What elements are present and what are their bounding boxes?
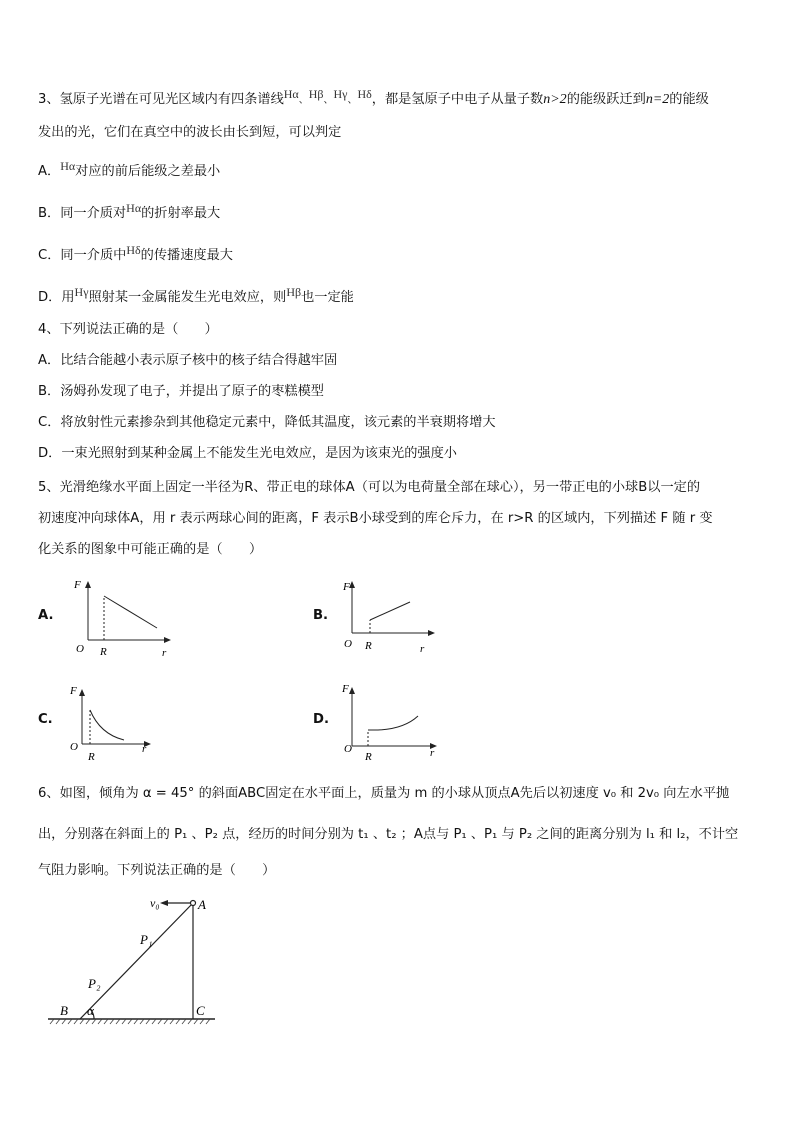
q5-graph-c-curve	[90, 710, 124, 740]
q3-stem-text-c: 的能级跃迁到	[566, 92, 646, 107]
q3-option-a-symbol: Hα	[60, 159, 76, 173]
q3-stem-line-2: 发出的光，它们在真空中的波长由长到短，可以判定	[38, 125, 342, 140]
q5-graph-b	[338, 576, 448, 660]
q5-option-d-label: D.	[313, 712, 329, 727]
r-mark-label: R	[100, 646, 107, 658]
q3-option-a-text: 对应的前后能级之差最小	[75, 164, 221, 179]
q5-graph-b-curve	[370, 602, 410, 620]
q6-stem-line-3: 气阻力影响。下列说法正确的是（ ）	[38, 863, 276, 878]
q3-option-a	[38, 159, 221, 181]
point-p1-label: P₁	[140, 932, 153, 947]
q3-option-d-symbol-1: Hγ	[74, 285, 89, 299]
q5-option-b-label: B.	[313, 608, 329, 623]
q5-graph-d-curve	[368, 716, 418, 730]
origin-label: O	[344, 743, 352, 755]
q3-option-d	[38, 285, 354, 307]
q3-stem-text: 3、氢原子光谱在可见光区域内有四条谱线	[38, 92, 284, 107]
q3-n-eq2: n=2	[645, 92, 670, 107]
q4-stem: 4、下列说法正确的是（ ）	[38, 322, 218, 337]
q3-option-b-symbol: Hα	[126, 201, 142, 215]
q3-option-c-symbol: Hδ	[126, 243, 141, 257]
r-mark-label: R	[88, 751, 95, 763]
q6-stem-line-1: 6、如图，倾角为 α = 45° 的斜面ABC固定在水平面上，质量为 m 的小球从顶点A先后以初速度 v₀ 和 2v₀ 向左水平抛	[38, 786, 730, 801]
q5-option-c-label: C.	[38, 712, 53, 727]
point-a-label: A	[198, 897, 206, 912]
q5-graph-c	[66, 682, 166, 768]
point-b-label: B	[60, 1003, 68, 1018]
q3-option-c-text: 的传播速度最大	[140, 248, 233, 263]
q4-option-c: C．将放射性元素掺杂到其他稳定元素中，降低其温度，该元素的半衰期将增大	[38, 415, 496, 430]
q6-incline-figure	[40, 888, 230, 1028]
q3-n-gt2: n>2	[543, 92, 567, 107]
q4-option-b: B．汤姆孙发现了电子，并提出了原子的枣糕模型	[38, 384, 324, 399]
v0-label: v₀	[150, 896, 160, 910]
q3-stem-text-b: ，都是氢原子中电子从量子数	[371, 92, 544, 107]
q3-option-a-label: A．	[38, 164, 61, 179]
q4-option-d: D．一束光照射到某种金属上不能发生光电效应，是因为该束光的强度小	[38, 446, 457, 461]
q3-stem-text-d: 的能级	[669, 92, 709, 107]
origin-label: O	[70, 741, 78, 753]
point-p2-label: P₂	[88, 976, 101, 991]
q5-stem-line-1: 5、光滑绝缘水平面上固定一半径为R、带正电的球体A（可以为电荷量全部在球心），另一带正电的小球B以一定的	[38, 480, 701, 495]
q5-graph-a-curve	[104, 596, 157, 628]
axis-r-label: r	[162, 647, 167, 659]
axis-f-label: F	[342, 683, 349, 695]
angle-alpha-label: α	[87, 1003, 94, 1018]
h-gamma-symbol: Hγ	[333, 87, 348, 101]
r-mark-label: R	[365, 751, 372, 763]
q4-option-a: A．比结合能越小表示原子核中的核子结合得越牢固	[38, 353, 338, 368]
q3-stem-line-1: 3、氢原子光谱在可见光区域内有四条谱线Hα、Hβ、Hγ、Hδ，都是氢原子中电子从量子数n>2的能级跃迁到n=2的能级	[38, 87, 709, 107]
q3-option-c-text-pre: C．同一介质中	[38, 248, 127, 263]
axis-f-label: F	[343, 581, 350, 593]
h-delta-symbol: Hδ	[357, 87, 372, 101]
q5-graph-a	[68, 576, 178, 660]
h-beta-symbol: Hβ	[308, 87, 324, 101]
q3-option-c	[38, 243, 233, 265]
q3-option-d-text-pre: D．用	[38, 290, 75, 305]
q3-option-b	[38, 201, 221, 223]
origin-label: O	[76, 643, 84, 655]
axis-r-label: r	[420, 643, 425, 655]
ball-icon	[191, 901, 196, 906]
h-alpha-symbol: Hα	[283, 87, 299, 101]
q3-option-b-text: 的折射率最大	[141, 206, 221, 221]
incline-ab	[80, 903, 193, 1019]
q5-graph-d	[338, 680, 448, 766]
origin-label: O	[344, 638, 352, 650]
point-c-label: C	[196, 1003, 205, 1018]
q5-stem-line-2: 初速度冲向球体A，用 r 表示两球心间的距离，F 表示B小球受到的库仑斥力，在 r>R 的区域内，下列描述 F 随 r 变	[38, 511, 713, 526]
r-mark-label: R	[365, 640, 372, 652]
q3-option-d-text-mid: 照射某一金属能发生光电效应，则	[88, 290, 287, 305]
axis-r-label: r	[430, 747, 435, 759]
axis-f-label: F	[74, 579, 81, 591]
q3-option-d-text: 也一定能	[301, 290, 354, 305]
q3-option-b-text-pre: B．同一介质对	[38, 206, 127, 221]
axis-f-label: F	[70, 685, 77, 697]
q6-stem-line-2: 出，分别落在斜面上的 P₁ 、P₂ 点，经历的时间分别为 t₁ 、t₂ ；A点与 P₁ 、P₁ 与 P₂ 之间的距离分别为 l₁ 和 l₂，不计空	[38, 827, 739, 842]
axis-r-label: r	[142, 743, 147, 755]
q5-stem-line-3: 化关系的图象中可能正确的是（ ）	[38, 542, 263, 557]
q5-option-a-label: A.	[38, 608, 54, 623]
q3-option-d-symbol-2: Hβ	[286, 285, 302, 299]
